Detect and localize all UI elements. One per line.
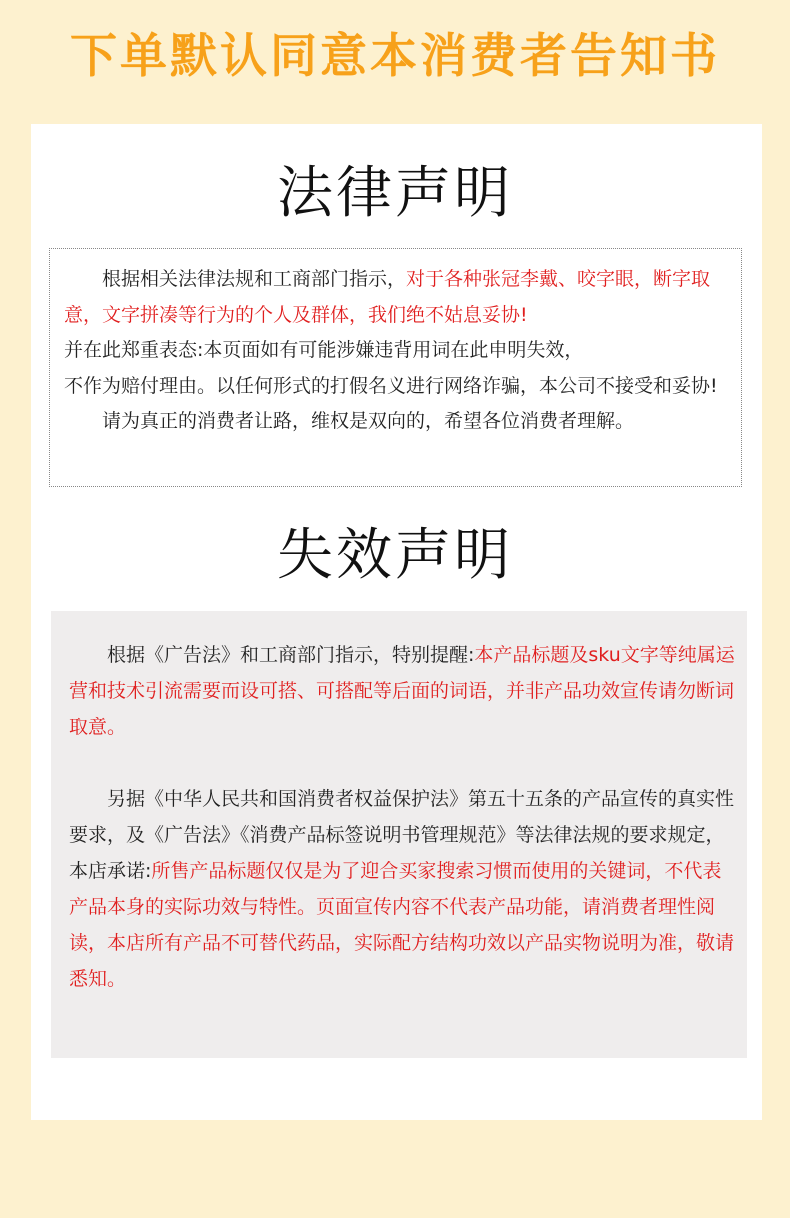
legal-paragraph-3: 不作为赔付理由。以任何形式的打假名义进行网络诈骗，本公司不接受和妥协! bbox=[64, 374, 718, 397]
invalid-p1-highlight: 本产品标题及sku文字等纯属运营和技术引流需要而设可搭、可搭配等后面的词语，并非产品功效宣传请勿断词取意。 bbox=[69, 644, 735, 738]
legal-p1-highlight: 对于各种张冠李戴、咬字眼，断字取意，文字拼凑等行为的个人及群体，我们绝不姑息妥协! bbox=[64, 268, 711, 326]
legal-paragraph-4: 请为真正的消费者让路，维权是双向的，希望各位消费者理解。 bbox=[102, 410, 635, 432]
invalid-paragraph-2 bbox=[69, 781, 737, 997]
legal-statement-box bbox=[49, 248, 742, 487]
legal-paragraph-2: 并在此郑重表态:本页面如有可能涉嫌违背用词在此申明失效， bbox=[64, 339, 584, 361]
invalidity-statement-heading: 失效声明 bbox=[277, 523, 513, 588]
invalid-paragraph-1 bbox=[69, 637, 737, 745]
legal-paragraph-1 bbox=[64, 262, 733, 333]
invalid-p2-text: 另据《中华人民共和国消费者权益保护法》第五十五条的产品宣传的真实性要求，及《广告法》《消费产品标签说明书管理规范》等法律法规的要求规定，本店承诺: bbox=[69, 788, 735, 882]
legal-p1-text: 根据相关法律法规和工商部门指示， bbox=[102, 268, 407, 290]
invalid-p1-text: 根据《广告法》和工商部门指示，特别提醒: bbox=[107, 644, 475, 666]
legal-statement-heading: 法律声明 bbox=[277, 161, 513, 226]
page-title: 下单默认同意本消费者告知书 bbox=[70, 29, 720, 84]
invalidity-statement-box bbox=[51, 611, 747, 1058]
invalid-p2-highlight: 所售产品标题仅仅是为了迎合买家搜索习惯而使用的关键词，不代表产品本身的实际功效与特性。页面宣传内容不代表产品功能，请消费者理性阅读，本店所有产品不可替代药品，实际配方结构功效以产品实物说明为准，敬请悉知。 bbox=[69, 860, 735, 990]
